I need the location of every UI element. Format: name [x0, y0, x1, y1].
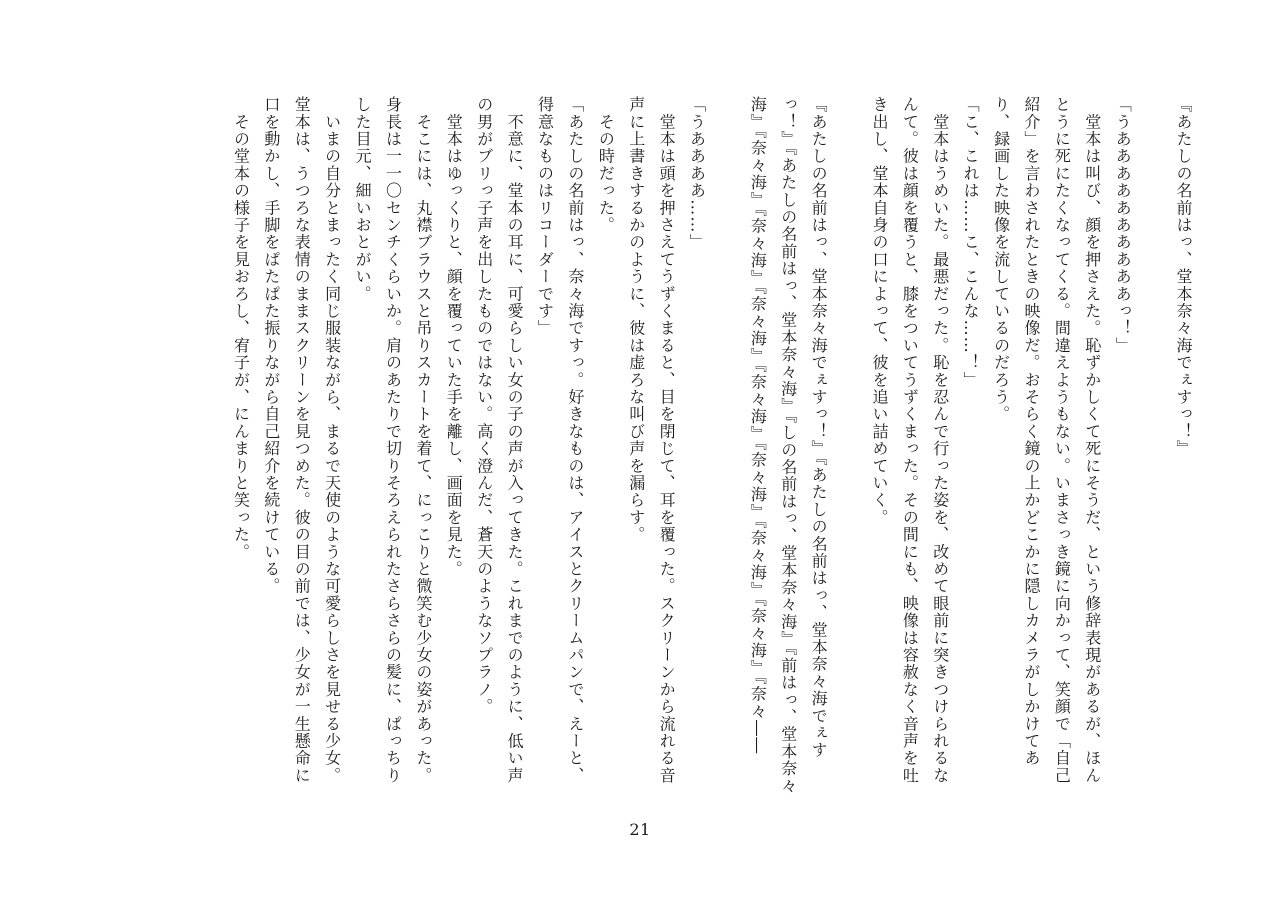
- paragraph: 「うああああ……」: [687, 96, 707, 251]
- blank-line: [712, 96, 742, 796]
- blank-line: [1137, 96, 1167, 796]
- paragraph: その堂本の様子を見おろし、宥子が、にんまりと笑った。: [231, 96, 251, 561]
- blank-line: [833, 96, 863, 796]
- paragraph: 「こ、これは……こ、こんな……！」: [961, 96, 981, 389]
- paragraph: 『あたしの名前はっ、堂本奈々海でぇすっ！』: [1174, 96, 1193, 458]
- page-number: 21: [629, 820, 651, 839]
- paragraph: 『あたしの名前はっ、堂本奈々海でぇすっ！』『あたしの名前はっ、堂本奈々海でぇすっ！』『あたしの名前はっ、堂本奈々海』『しの名前はっ、堂本奈々海』『前はっ、堂本奈々海』『奈々海』『奈々海』『奈々海』『奈々海』『奈々海』『奈々海』『奈々海』『奈々――: [748, 96, 829, 795]
- paragraph: 不意に、堂本の耳に、可愛らしい女の子の声が入ってきた。これまでのように、低い声の男がブリっ子声を出したものではない。高く澄んだ、蒼天のようなソプラノ。: [474, 96, 525, 785]
- paragraph: 堂本はうめいた。最悪だった。恥を忍んで行った姿を、改めて眼前に突きつけられるなんて。彼は顔を覆うと、膝をついてうずくまった。その間にも、映像は容赦なく音声を吐き出し、堂本自身の口によって、彼を追い詰めていく。: [869, 96, 950, 784]
- paragraph: 堂本は叫び、顔を押さえた。恥ずかしくて死にそうだ、という修辞表現があるが、ほんとうに死にたくなってくる。間違えようもない。いまさっき鏡に向かって、笑顔で「自己紹介」を言わされたときの映像だ。おそらく鏡の上かどこかに隠しカメラがしかけてあり、録画した映像を流しているのだろう。: [991, 96, 1102, 784]
- paragraph: 堂本は頭を押さえてうずくまると、目を閉じて、耳を覆った。スクリーンから流れる音声に上書きするかのように、彼は虚ろな叫び声を漏らす。: [626, 96, 677, 784]
- paragraph: 「あたしの名前はっ、奈々海ですっ。好きなものは、アイスとクリームパンで、えーと、得意なものはリコーダーです」: [535, 96, 585, 784]
- paragraph: いまの自分とまったく同じ服装ながら、まるで天使のような可愛らしさを見せる少女。堂本は、うつろな表情のままスクリーンを見つめた。彼の目の前では、少女が一生懸命に口を動かし、手脚をぱたぱた振りながら自己紹介を続けている。: [261, 96, 342, 784]
- paragraph: 堂本はゆっくりと、顔を覆っていた手を離し、画面を見た。: [444, 96, 464, 578]
- vertical-text-body: [225, 96, 1198, 796]
- paragraph: その時だった。: [596, 96, 616, 234]
- paragraph: そこには、丸襟ブラウスと吊りスカートを着て、にっこりと微笑む少女の姿があった。身長は一一〇センチくらいか。肩のあたりで切りそろえられたさらさらの髪に、ぱっちりした目元、細いおとがい。: [353, 96, 433, 784]
- paragraph: 「うああああああああああっ！」: [1113, 96, 1133, 354]
